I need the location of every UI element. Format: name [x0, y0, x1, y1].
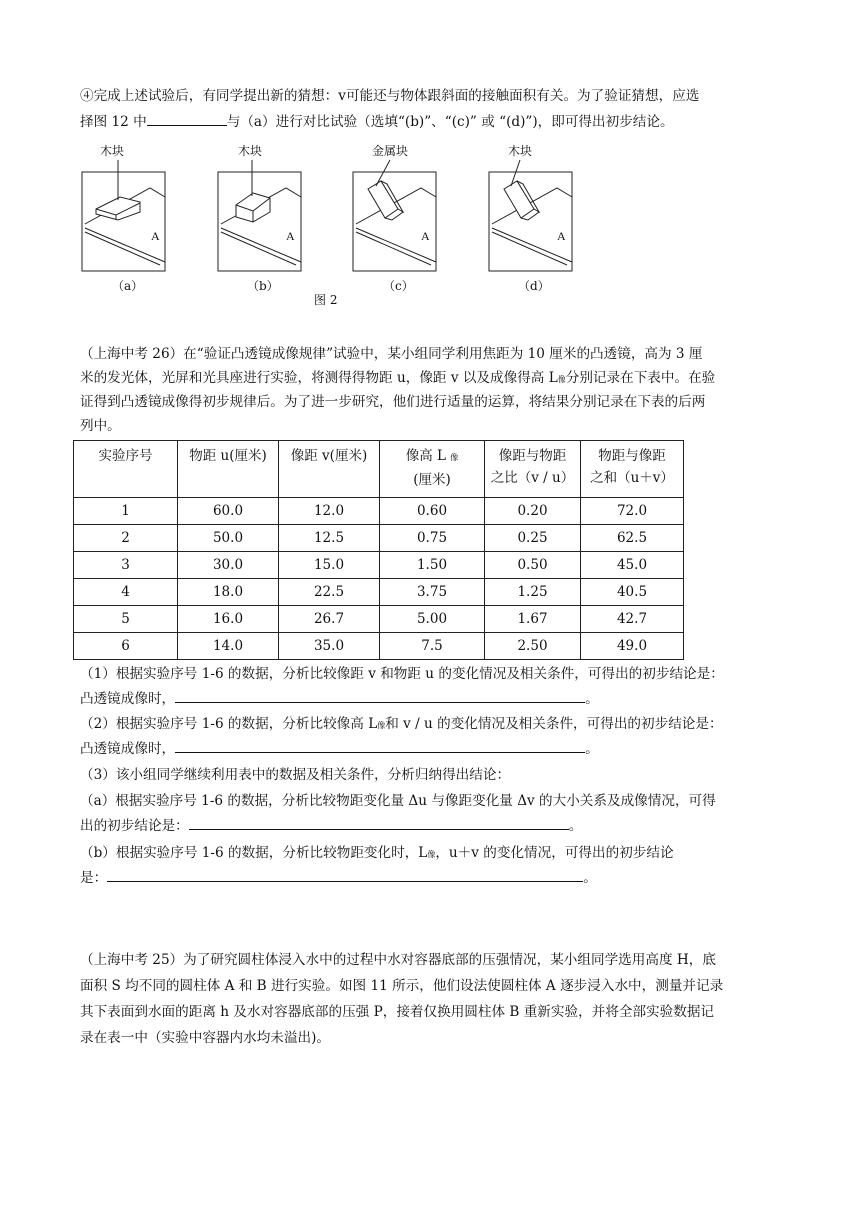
- q26-intro-subscript: 像: [557, 375, 566, 384]
- panel-a-letter: A: [151, 229, 160, 243]
- table-cell: 5.00: [380, 606, 485, 633]
- table-cell: 3.75: [380, 579, 485, 606]
- header-image-distance: 像距 v(厘米): [279, 441, 380, 498]
- q25-line1: （上海中考 25）为了研究圆柱体浸入水中的过程中水对容器底部的压强情况，某小组同学选用高度 H，底: [80, 952, 716, 968]
- table-cell: 12.0: [279, 498, 380, 525]
- table-cell: 0.50: [485, 552, 581, 579]
- header-trial: 实验序号: [74, 441, 178, 498]
- table-row: [74, 525, 684, 552]
- table-cell: 1.67: [485, 606, 581, 633]
- panel-d-material: 木块: [508, 144, 533, 158]
- table-cell: 49.0: [581, 633, 684, 660]
- q26-intro-line2-text: 米的发光体，光屏和光具座进行实验，将测得得物距 u，像距 v 以及成像得高 L: [80, 370, 558, 386]
- table-cell: 30.0: [178, 552, 279, 579]
- table-cell: 0.25: [485, 525, 581, 552]
- panel-a-material: 木块: [100, 144, 125, 158]
- panel-b-caption: （b）: [247, 279, 279, 293]
- q26-part1-line2: 凸透镜成像时， 。: [80, 687, 782, 711]
- q26-part3b-line2: 是： 。: [80, 866, 782, 890]
- q26-intro-line2-end: 分别记录在下表中。在验: [565, 370, 716, 386]
- panel-b-diagram: [218, 160, 301, 271]
- q26-part3a-line1: （a）根据实验序号 1-6 的数据，分析比较物距变化量 Δu 与像距变化量 Δv 的大小关系及成像情况，可得: [80, 793, 716, 809]
- table-cell: 60.0: [178, 498, 279, 525]
- table-row: [74, 498, 684, 525]
- table-cell: 15.0: [279, 552, 380, 579]
- header-object-distance: 物距 u(厘米): [178, 441, 279, 498]
- table-cell: 6: [74, 633, 178, 660]
- q26-intro-line1: （上海中考 26）在“验证凸透镜成像规律”试验中，某小组同学利用焦距为 10 厘米的凸透镜，高为 3 厘: [80, 346, 703, 362]
- header-sum: 物距与像距 之和（u＋v）: [581, 441, 684, 498]
- table-cell: 2.50: [485, 633, 581, 660]
- answer-blank-q4[interactable]: [147, 111, 227, 126]
- panel-d-letter: A: [557, 229, 566, 243]
- table-cell: 45.0: [581, 552, 684, 579]
- panel-b-letter: A: [286, 229, 295, 243]
- figure-2: [0, 0, 860, 310]
- table-cell: 0.60: [380, 498, 485, 525]
- table-row: [74, 552, 684, 579]
- table-cell: 18.0: [178, 579, 279, 606]
- answer-blank-3b[interactable]: [107, 867, 583, 882]
- table-cell: 2: [74, 525, 178, 552]
- table-cell: 35.0: [279, 633, 380, 660]
- table-cell: 14.0: [178, 633, 279, 660]
- table-row: [74, 579, 684, 606]
- table-cell: 22.5: [279, 579, 380, 606]
- panel-c-material: 金属块: [372, 144, 409, 158]
- q25-line3: 其下表面到水面的距离 h 及水对容器底部的压强 P，接着仅换用圆柱体 B 重新实验，并将全部实验数据记: [80, 1004, 715, 1020]
- panel-c-letter: A: [421, 229, 430, 243]
- panel-c-diagram: [353, 160, 436, 271]
- header-image-height: 像高 L 像 (厘米): [380, 441, 485, 498]
- table-cell: 0.20: [485, 498, 581, 525]
- table-cell: 26.7: [279, 606, 380, 633]
- table-cell: 62.5: [581, 525, 684, 552]
- q4-line2: [80, 110, 782, 134]
- table-cell: 16.0: [178, 606, 279, 633]
- q4-line2-end: 与（a）进行对比试验（选填“(b)”、“(c)” 或 “(d)”)，即可得出初步结论。: [226, 114, 674, 130]
- answer-blank-1[interactable]: [175, 688, 585, 703]
- answer-blank-2[interactable]: [175, 738, 585, 753]
- table-cell: 42.7: [581, 606, 684, 633]
- q25-line2: 面积 S 均不同的圆柱体 A 和 B 进行实验。如图 11 所示，他们设法使圆柱体 A 逐步浸入水中，测量并记录: [80, 978, 724, 994]
- table-cell: 72.0: [581, 498, 684, 525]
- table-cell: 50.0: [178, 525, 279, 552]
- table-cell: 1.50: [380, 552, 485, 579]
- q26-part3b-line1: （b）根据实验序号 1-6 的数据，分析比较物距变化时，L像，u＋v 的变化情况，可得出的初步结论: [80, 845, 674, 861]
- answer-blank-3a[interactable]: [189, 815, 569, 830]
- q26-part3: （3）该小组同学继续利用表中的数据及相关条件，分析归纳得出结论：: [80, 767, 511, 783]
- table-cell: 4: [74, 579, 178, 606]
- q26-part2-line2: 凸透镜成像时， 。: [80, 737, 782, 761]
- q26-part3a-line2: 出的初步结论是： 。: [80, 814, 782, 838]
- table-header-row: [74, 441, 684, 498]
- lens-data-table: [73, 440, 684, 660]
- panel-a-diagram: [82, 160, 165, 271]
- table-cell: 5: [74, 606, 178, 633]
- table-row: [74, 633, 684, 660]
- panel-b-material: 木块: [238, 144, 263, 158]
- incline-diagrams: [0, 0, 860, 310]
- q4-line1: ④完成上述试验后，有同学提出新的猜想：v可能还与物体跟斜面的接触面积有关。为了验证猜想，应选: [80, 88, 700, 104]
- table-cell: 0.75: [380, 525, 485, 552]
- table-cell: 3: [74, 552, 178, 579]
- panel-d-caption: （d）: [518, 279, 550, 293]
- q26-intro-line2: [80, 366, 782, 392]
- q4-line2-start: 择图 12 中: [80, 114, 147, 130]
- panel-a-caption: （a）: [112, 279, 144, 293]
- table-cell: 1: [74, 498, 178, 525]
- figure-title: 图 2: [314, 293, 338, 307]
- table-cell: 1.25: [485, 579, 581, 606]
- q26-part1-line1: （1）根据实验序号 1-6 的数据，分析比较像距 v 和物距 u 的变化情况及相关条件，可得出的初步结论是：: [80, 666, 724, 682]
- table-row: [74, 606, 684, 633]
- panel-c-caption: （c）: [383, 279, 414, 293]
- q26-intro-line3: 证得到凸透镜成像得初步规律后。为了进一步研究，他们进行适量的运算，将结果分别记录在下表的后两: [80, 394, 706, 410]
- header-ratio: 像距与物距 之比（v / u）: [485, 441, 581, 498]
- table-cell: 7.5: [380, 633, 485, 660]
- q26-part2-line1: （2）根据实验序号 1-6 的数据，分析比较像高 L像和 v / u 的变化情况及相关条件，可得出的初步结论是：: [80, 716, 723, 732]
- q26-intro-line4: 列中。: [80, 418, 121, 434]
- q25-line4: 录在表一中（实验中容器内水均未溢出)。: [80, 1030, 330, 1046]
- table-cell: 12.5: [279, 525, 380, 552]
- table-cell: 40.5: [581, 579, 684, 606]
- panel-d-diagram: [489, 160, 572, 271]
